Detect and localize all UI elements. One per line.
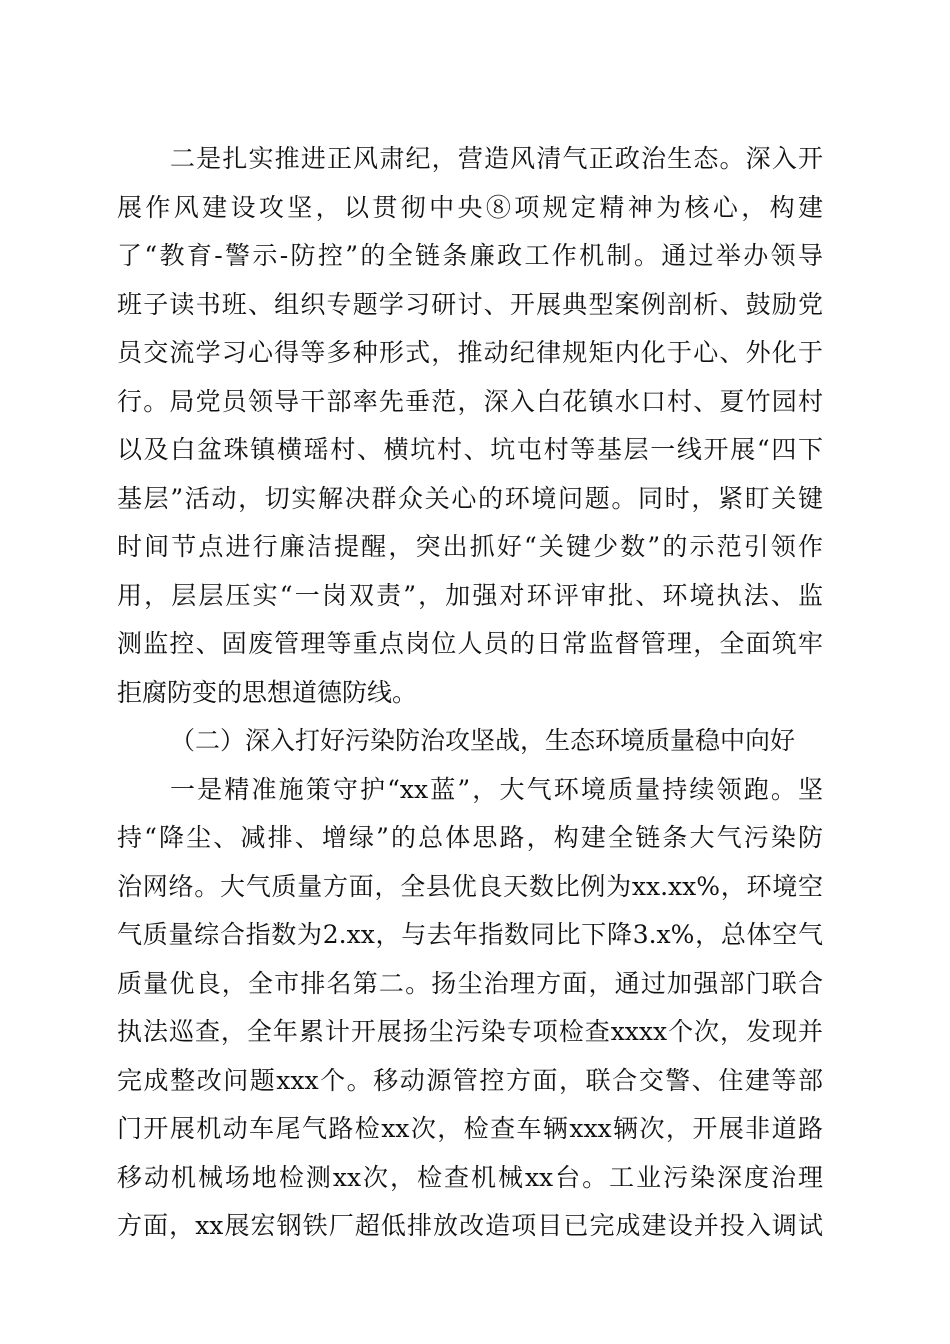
paragraph-2-line-1: 一是精准施策守护“xx蓝”，大气环境质量持续领跑。坚 (170, 774, 823, 804)
paragraph-1-line-3: 了“教育-警示-防控”的全链条廉政工作机制。通过举办领导 (117, 241, 823, 270)
paragraph-2-line-8: 门开展机动车尾气路检xx次，检查车辆xxx辆次，开展非道路 (117, 1114, 823, 1143)
paragraph-1-line-12: 拒腐防变的思想道德防线。 (117, 677, 418, 707)
paragraph-2-line-7: 完成整改问题xxx个。移动源管控方面，联合交警、住建等部 (117, 1065, 823, 1095)
paragraph-2-line-9: 移动机械场地检测xx次，检查机械xx台。工业污染深度治理 (117, 1162, 823, 1192)
paragraph-2-line-6: 执法巡查，全年累计开展扬尘污染专项检查xxxx个次，发现并 (117, 1017, 823, 1046)
section-heading: （二）深入打好污染防治攻坚战，生态环境质量稳中向好 (170, 726, 796, 755)
paragraph-1-line-2: 展作风建设攻坚，以贯彻中央⑧项规定精神为核心，构建 (117, 192, 823, 222)
paragraph-1-line-6: 行。局党员领导干部率先垂范，深入白花镇水口村、夏竹园村 (117, 386, 823, 416)
paragraph-1-line-10: 用，层层压实“一岗双责”，加强对环评审批、环境执法、监 (117, 580, 823, 610)
paragraph-1-line-7: 以及白盆珠镇横瑶村、横坑村、坑屯村等基层一线开展“四下 (117, 435, 823, 464)
paragraph-2-line-5: 质量优良，全市排名第二。扬尘治理方面，通过加强部门联合 (117, 968, 823, 998)
paragraph-2-line-4: 气质量综合指数为2.xx，与去年指数同比下降3.x%，总体空气 (117, 920, 823, 949)
paragraph-1-line-5: 员交流学习心得等多种形式，推动纪律规矩内化于心、外化于 (117, 338, 823, 367)
paragraph-2-line-3: 治网络。大气质量方面，全县优良天数比例为xx.xx%，环境空 (117, 871, 823, 901)
paragraph-1-line-4: 班子读书班、组织专题学习研讨、开展典型案例剖析、鼓励党 (117, 289, 823, 319)
paragraph-1-line-8: 基层”活动，切实解决群众关心的环境问题。同时，紧盯关键 (117, 483, 823, 513)
paragraph-2-line-2: 持“降尘、减排、增绿”的总体思路，构建全链条大气污染防 (117, 823, 823, 852)
paragraph-2-line-10: 方面，xx展宏钢铁厂超低排放改造项目已完成建设并投入调试 (117, 1211, 823, 1240)
paragraph-1-line-11: 测监控、固废管理等重点岗位人员的日常监督管理，全面筑牢 (117, 629, 823, 658)
paragraph-1-line-1: 二是扎实推进正风肃纪，营造风清气正政治生态。深入开 (170, 144, 823, 173)
paragraph-1-line-9: 时间节点进行廉洁提醒，突出抓好“关键少数”的示范引领作 (117, 532, 823, 561)
